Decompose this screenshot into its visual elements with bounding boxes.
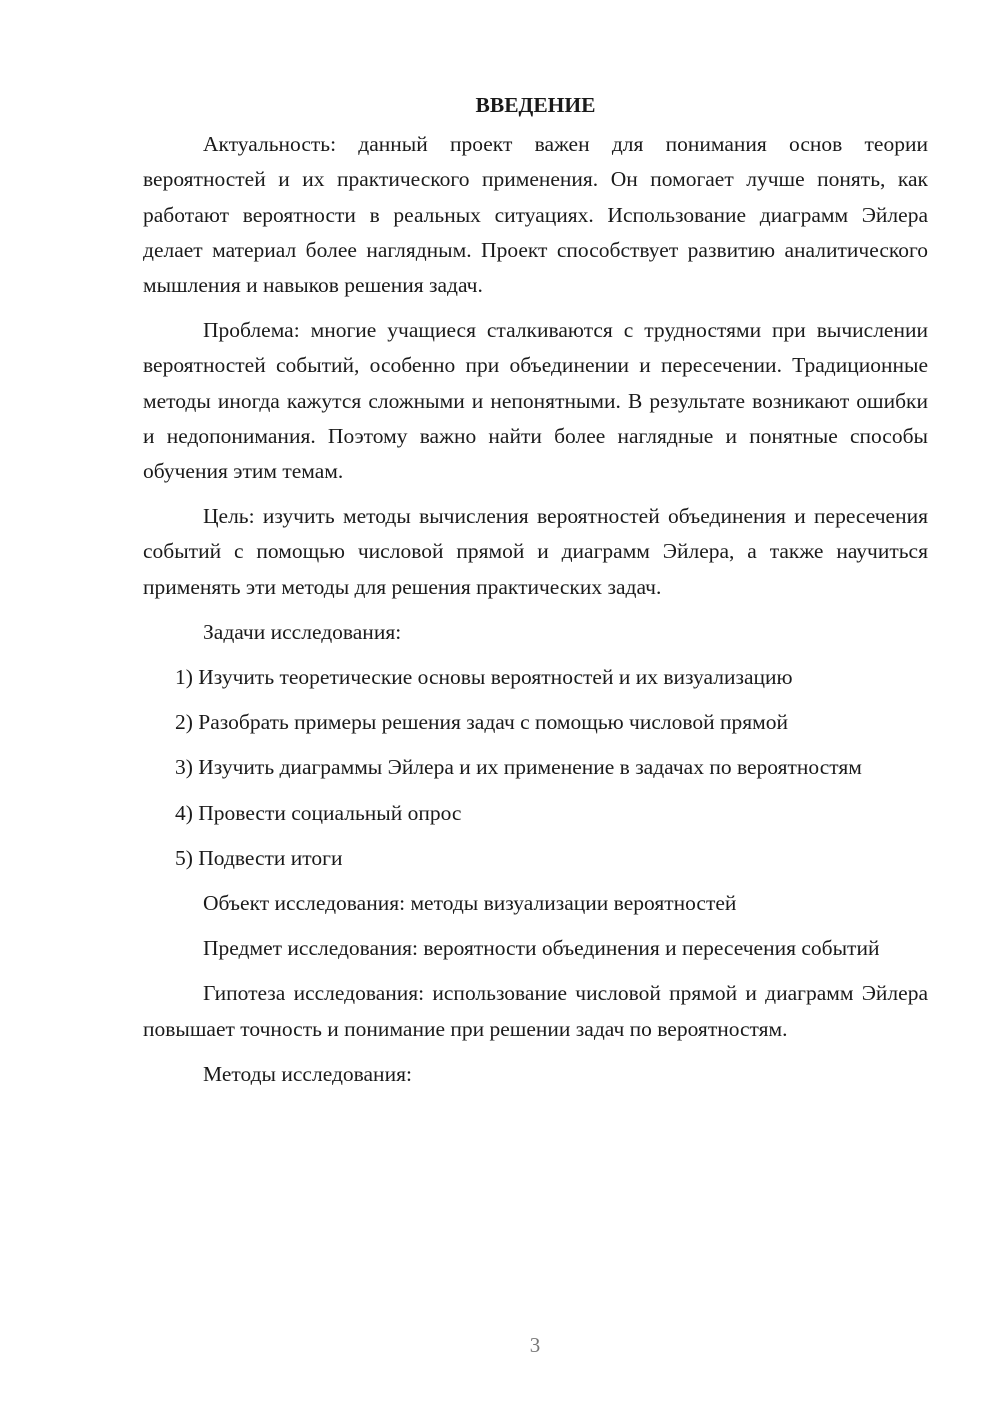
paragraph-goal: Цель: изучить методы вычисления вероятностей объединения и пересечения событий с помощью числовой прямой и диаграмм Эйлера, а также научиться применять эти методы для решения практических задач. xyxy=(143,504,928,599)
paragraph-relevance: Актуальность: данный проект важен для понимания основ теории вероятностей и их практического применения. Он помогает лучше понять, как работают вероятности в реальных ситуациях. Использование диаграмм Эйлера делает материал более наглядным. Проект способствует развитию аналитического мышления и навыков решения задач. xyxy=(143,132,928,298)
paragraph-subject: Предмет исследования: вероятности объединения и пересечения событий xyxy=(203,936,880,961)
methods-heading: Методы исследования: xyxy=(203,1061,412,1086)
task-item-5: 5) Подвести итоги xyxy=(175,845,343,870)
task-item-1: 1) Изучить теоретические основы вероятностей и их визуализацию xyxy=(175,665,793,690)
section-title: ВВЕДЕНИЕ xyxy=(475,93,596,117)
document-page xyxy=(143,88,928,1102)
page-number: 3 xyxy=(529,1333,541,1357)
task-item-2: 2) Разобрать примеры решения задач с помощью числовой прямой xyxy=(175,710,789,735)
paragraph-object: Объект исследования: методы визуализации вероятностей xyxy=(203,891,737,916)
paragraph-problem: Проблема: многие учащиеся сталкиваются с трудностями при вычислении вероятностей событий, особенно при объединении и пересечении. Традиционные методы иногда кажутся сложными и непонятными. В результате возникают ошибки и недопонимания. Поэтому важно найти более наглядные и понятные способы обучения этим темам. xyxy=(143,318,928,484)
task-item-4: 4) Провести социальный опрос xyxy=(175,800,462,825)
paragraph-hypothesis: Гипотеза исследования: использование числовой прямой и диаграмм Эйлера повышает точность и понимание при решении задач по вероятностям. xyxy=(143,981,928,1041)
task-item-3: 3) Изучить диаграммы Эйлера и их применение в задачах по вероятностям xyxy=(175,755,862,780)
tasks-heading: Задачи исследования: xyxy=(203,619,402,644)
